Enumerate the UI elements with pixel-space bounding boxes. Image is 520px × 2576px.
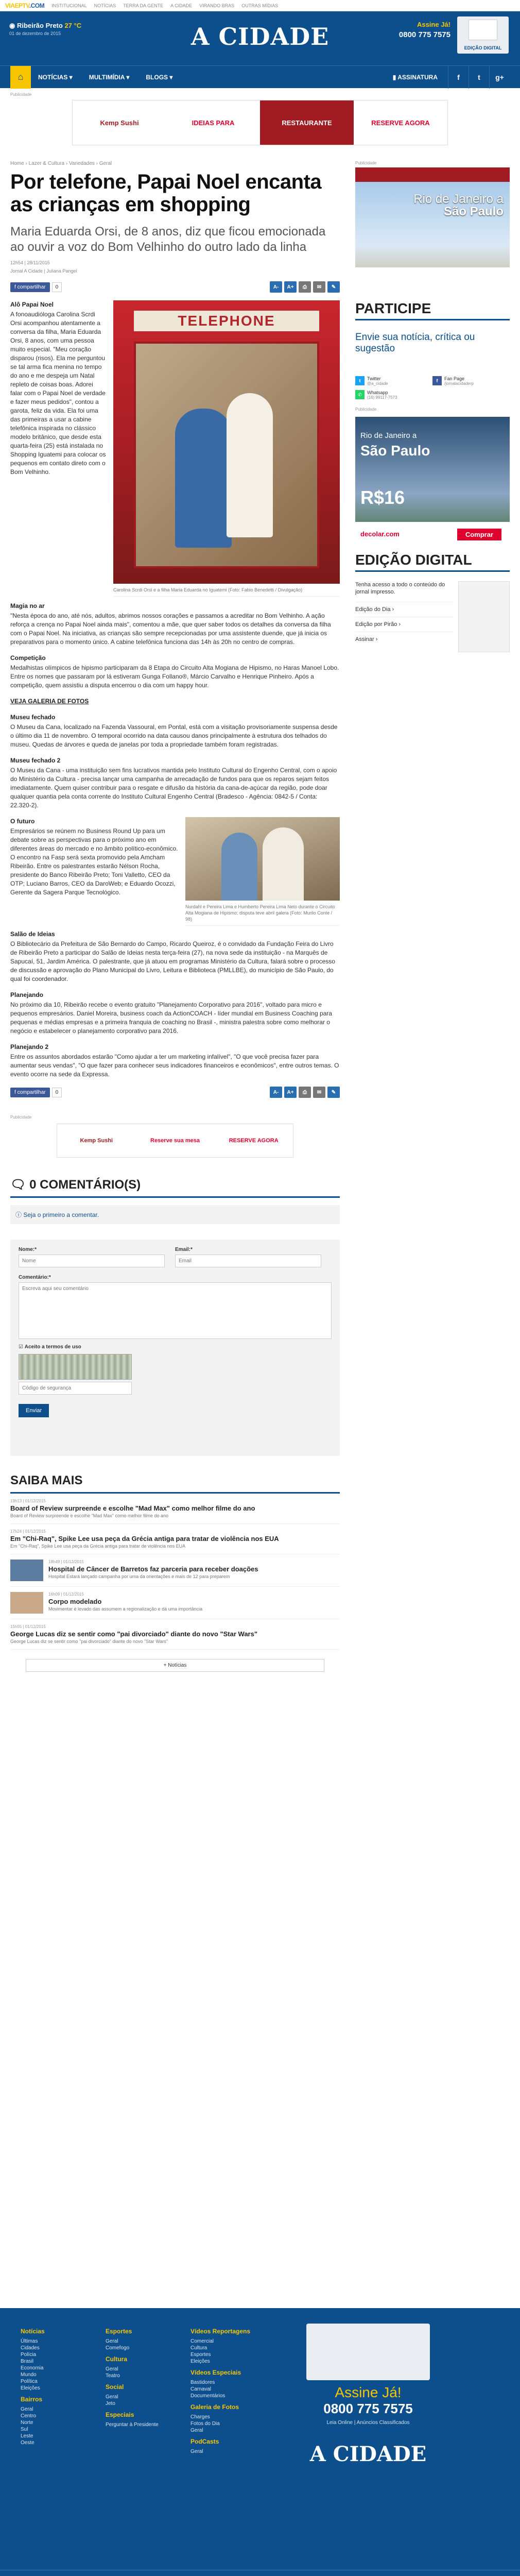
topbar-link-outras-midias[interactable]: OUTRAS MÍDIAS xyxy=(241,3,279,8)
related-thumbnail xyxy=(10,1592,43,1614)
email-field[interactable] xyxy=(175,1255,321,1267)
section-head: Museu fechado 2 xyxy=(10,757,61,764)
footer-link[interactable]: Norte xyxy=(21,2420,33,2426)
footer-bottom xyxy=(0,2570,520,2576)
twitter-icon[interactable]: t xyxy=(469,66,489,89)
facebook-share-button[interactable]: f compartilhar xyxy=(10,282,50,292)
home-icon[interactable]: ⌂ xyxy=(10,66,31,89)
terms-checkbox[interactable]: ☑ Aceito a termos de uso xyxy=(19,1344,81,1350)
comments-header: 🗨 0 COMENTÁRIO(S) xyxy=(10,1177,340,1198)
newspaper-thumbnail[interactable] xyxy=(458,581,510,652)
list-item[interactable]: 17h24 | 01/12/2015 Em "Chi-Raq", Spike Lee usa peça da Grécia antiga para tratar de violência nos EUA Em "Chi-Raq", Spike Lee usa peça da Grécia antiga para tratar de violência nos EUA xyxy=(10,1524,340,1554)
share-count: 0 xyxy=(52,1088,62,1097)
footer-read-links[interactable]: Leia Online | Anúncios Classificados xyxy=(326,2420,410,2426)
edicao-link-pirao[interactable]: Edição por Pirão › xyxy=(355,617,453,632)
paragraph: Entre os assuntos abordados estarão "Como ajudar a ter um marketing infalível", "O que você precisa fazer para aumentar seus vendas", "O que fazer para conhecer seus indicadores financeiros e econômicos", entre outros temas. O evento ocorre na sede da Expressa. xyxy=(10,1053,339,1078)
current-date: 01 de dezembro de 2015 xyxy=(9,31,61,36)
comment-bubble-icon: 🗨 xyxy=(10,1178,26,1192)
footer-link[interactable]: Brasil xyxy=(21,2359,34,2364)
comment-field[interactable] xyxy=(19,1282,332,1339)
footer-link[interactable]: Comefogo xyxy=(106,2345,130,2351)
bottom-ad-banner[interactable] xyxy=(57,1124,293,1158)
related-list xyxy=(10,1494,340,1650)
breadcrumb-lazer[interactable]: Lazer & Cultura xyxy=(28,161,65,166)
footer-link[interactable]: Geral xyxy=(106,2394,118,2400)
participe-header: PARTICIPE xyxy=(355,300,510,320)
ad-kemp-sushi: Kemp Sushi xyxy=(100,118,139,127)
list-item[interactable]: 19h13 | 01/12/2015 Board of Review surpreende e escolhe "Mad Max" como melhor filme do ano Board of Review surpreende e escolhe "Mad Max" como melhor filme do ano xyxy=(10,1494,340,1524)
topbar-link-institucional[interactable]: INSTITUCIONAL xyxy=(51,3,87,8)
footer-link[interactable]: Jeto xyxy=(106,2401,115,2406)
nav-blogs[interactable]: BLOGS ▾ xyxy=(146,73,173,81)
footer-link[interactable]: Oeste xyxy=(21,2440,34,2446)
edicao-digital-header: EDIÇÃO DIGITAL xyxy=(355,552,510,572)
footer-link[interactable]: Teatro xyxy=(106,2373,120,2379)
article-lead: Maria Eduarda Orsi, de 8 anos, diz que ficou emocionada ao ouvir a voz do Bom Velhinho do outro lado da linha xyxy=(10,225,326,254)
subscribe-promo[interactable] xyxy=(399,21,450,39)
share-count: 0 xyxy=(52,282,62,292)
edicao-description: Tenha acesso a todo o conteúdo do jornal impresso. xyxy=(355,582,445,595)
whatsapp-contact[interactable]: ✆ Whatsapp (16) 99117-7573 xyxy=(355,390,510,400)
paragraph: Medalhistas olímpicos de hipismo participaram da 8 Etapa do Circuito Alta Mogiana de Hipismo, no Haras Manoel Lobo. Entre os nomes que passaram por lá estiveram Gunga Follano®, Márcio Carvalho e Henrique Pinheiro. Após a competição, quem assistiu a disputa encerrou o dia com um happy hour. xyxy=(10,664,339,689)
more-news-button[interactable]: + Notícias xyxy=(26,1659,324,1672)
paragraph: "Nesta época do ano, até nós, adultos, abrimos nossos corações e passamos a acreditar no Bom Velhinho. A ação reforça a crença no Papai Noel ainda mais", comentou a mãe, que quer saber todos os detalhes da conversa da filha com o Papai Noel. Na iniciativa, as crianças são sempre recepcionadas por uma assistente duende, que já inicia os preparativos para o momento único. A cabine telefônica funciona das 14h às 20h no centro de compras. xyxy=(10,612,331,646)
footer-assine[interactable]: Assine Já! xyxy=(335,2384,402,2400)
footer-link[interactable]: Economia xyxy=(21,2365,44,2371)
mail-icon[interactable]: ✉ xyxy=(313,1087,325,1098)
footer-link[interactable]: Leste xyxy=(21,2433,33,2439)
footer-link[interactable]: Perguntar à Presidente xyxy=(106,2422,159,2428)
sidebar xyxy=(355,161,510,1672)
edicao-digital-promo[interactable] xyxy=(457,16,509,54)
twitter-icon: t xyxy=(355,376,365,385)
ad-reserve-agora: RESERVE AGORA xyxy=(229,1138,279,1144)
temperature: 27 °C xyxy=(64,22,82,29)
sidebar-ad-1[interactable]: Rio de Janeiro a São Paulo xyxy=(355,167,510,296)
captcha-field[interactable] xyxy=(19,1382,132,1395)
topbar-link-virando-bras[interactable]: VIRANDO BRAS xyxy=(199,3,235,8)
footer-link[interactable]: Cultura xyxy=(190,2345,207,2351)
section-head: Magia no ar xyxy=(10,602,45,609)
footer-link[interactable]: Últimas xyxy=(21,2338,38,2344)
list-item[interactable]: 16h09 | 01/12/2015 Corpo modelado Movimentar é levado das assumem a regionalização e dá uma importância xyxy=(10,1587,340,1619)
footer-link[interactable]: Eleições xyxy=(190,2359,210,2364)
envie-noticia-link[interactable]: Envie sua notícia, crítica ou sugestão xyxy=(355,332,475,354)
topbar-link-terra-da-gente[interactable]: TERRA DA GENTE xyxy=(123,3,164,8)
mail-icon[interactable]: ✉ xyxy=(313,281,325,293)
nav-noticias[interactable]: NOTÍCIAS ▾ xyxy=(38,73,73,81)
ad-buy-button[interactable]: Comprar xyxy=(457,529,501,540)
site-logo[interactable]: A CIDADE xyxy=(190,23,330,50)
captcha-image xyxy=(19,1354,132,1380)
footer-link[interactable]: Bastidores xyxy=(190,2380,215,2385)
footer-link[interactable]: Eleições xyxy=(21,2385,40,2391)
article-meta xyxy=(10,260,340,274)
article-author: Jornal A Cidade | Juliana Pangel xyxy=(10,268,77,274)
section-head: Planejando 2 xyxy=(10,1043,49,1050)
ad-restaurante: RESTAURANTE xyxy=(260,100,354,145)
paragraph: O Museu da Cana - uma instituição sem fins lucrativos mantida pelo Instituto Cultural do Engenho Central, com o apoio do Ministério da Cultura - precisa lançar uma campanha de arrecadação de fundos para que os reparos sejam feitos imediatamente. Quem quiser contribuir para o resgate e difusão da história da cana-de-açúcar da região, pode doar qualquer quantia pela conta corrente do Instituto Cultural Engenho Central (Bradesco - Agência: 0842-5 / Conta: 22.320-2). xyxy=(10,767,337,809)
ad-kemp-sushi: Kemp Sushi xyxy=(80,1138,113,1144)
footer-logo[interactable]: A CIDADE xyxy=(309,2442,427,2466)
footer-column: Vídeos Reportagens Comercial Cultura Esportes Eleições Vídeos Especiais Bastidores Carnaval Documentários Galeria de Fotos Charges Fotos do Dia Geral PodCasts Geral xyxy=(190,2324,275,2466)
comment-label: Comentário:* xyxy=(19,1275,51,1280)
comment-icon[interactable]: ✎ xyxy=(327,1087,340,1098)
footer-link[interactable]: Carnaval xyxy=(190,2386,212,2392)
whatsapp-icon: ✆ xyxy=(355,390,365,399)
section-head: Planejando xyxy=(10,991,44,998)
breadcrumb-variedades[interactable]: Variedades xyxy=(68,161,95,166)
no-comments-message: ⓘ Seja o primeiro a comentar. xyxy=(10,1205,340,1224)
city-name: Ribeirão Preto xyxy=(16,22,63,29)
list-item[interactable]: 18h49 | 01/12/2015 Hospital de Câncer de Barretos faz parceria para receber doações Hospital Estará lançado campanha por uma da orientações e mais de 12 para preparem xyxy=(10,1554,340,1587)
telephone-booth-photo[interactable]: TELEPHONE xyxy=(113,300,340,584)
top-bar xyxy=(0,0,520,11)
topbar-link-a-cidade[interactable]: A CIDADE xyxy=(170,3,193,8)
footer-link[interactable]: Fotos do Dia xyxy=(190,2421,220,2427)
assine-label: Assine Já! xyxy=(417,21,450,28)
footer-subscribe xyxy=(291,2324,445,2466)
footer-phone: 0800 775 7575 xyxy=(323,2401,413,2416)
section-head: Salão de Ideias xyxy=(10,930,55,938)
article-column xyxy=(10,161,340,1672)
nav-assinatura[interactable]: ▮ ASSINATURA xyxy=(392,73,438,81)
edicao-link-dia[interactable]: Edição do Dia › xyxy=(355,602,453,617)
email-label: Email:* xyxy=(175,1247,193,1252)
footer-column: Esportes Geral Comefogo Cultura Geral Teatro Social Geral Jeto Especiais Perguntar à Presidente xyxy=(106,2324,190,2466)
submit-comment-button[interactable]: Enviar xyxy=(19,1404,49,1417)
footer-link[interactable]: Polícia xyxy=(21,2352,37,2358)
photo-gallery-link[interactable]: VEJA GALERIA DE FOTOS xyxy=(10,698,89,705)
paragraph: Empresários se reúnem no Business Round Up para um debate sobre as perspectivas para o próximo ano em diferentes áreas do mercado e no âmbito político-econômico. O encontro na Fasp será sexta promovido pela Amcham Ribeirão. Entre os palestrantes estarão Nélson Rocha, presidente do Banco Ribeirão Preto; Toni Valletto, CEO da OTP; Luciano Barros, CEO da DaroWeb; e Eduardo Ocozzi, Gerente da Sagera Parque Tecnológico. xyxy=(10,827,178,896)
breadcrumb-geral[interactable]: Geral xyxy=(99,161,112,166)
sidebar-ad-2[interactable]: Rio de Janeiro a São Paulo R$16 decolar.com Comprar xyxy=(355,417,510,546)
footer-link[interactable]: Comercial xyxy=(190,2338,214,2344)
footer-link[interactable]: Geral xyxy=(190,2428,203,2433)
facebook-icon[interactable]: f xyxy=(448,66,469,89)
ad-label: Publicidade xyxy=(355,407,377,412)
footer-link[interactable]: Centro xyxy=(21,2413,37,2419)
photo-caption-1: Carolina Scrdi Orsi e a filha Maria Eduarda no Iguatemi (Foto: Fabio Benedetti / Divulgação) xyxy=(113,584,340,597)
ad-reserve-mesa: Reserve sua mesa xyxy=(150,1138,200,1144)
saiba-mais-header: SAIBA MAIS xyxy=(10,1473,340,1494)
devices-image xyxy=(306,2324,430,2380)
footer-link[interactable]: Mundo xyxy=(21,2372,37,2378)
footer-link[interactable]: Documentários xyxy=(190,2393,226,2399)
business-photo[interactable] xyxy=(185,817,340,901)
photo-caption-2: Nurdahl e Pereira Lima e Humberto Pereira Lima Neto durante o Circuito Alta Mogiana de Hipismo; disputa teve abril galera (Foto: Murilo Conte / 98) xyxy=(185,901,340,926)
article-title: Por telefone, Papai Noel encanta as crianças em shopping xyxy=(10,171,322,216)
fanpage-contact[interactable]: f Fan Page /jornalacidaderp xyxy=(432,376,510,386)
article-body xyxy=(10,300,340,1079)
footer-link[interactable]: Sul xyxy=(21,2427,28,2432)
twitter-contact[interactable]: t Twitter @a_cidade xyxy=(355,376,432,386)
name-label: Nome:* xyxy=(19,1247,37,1252)
footer-column: Notícias Últimas Cidades Polícia Brasil Economia Mundo Política Eleições Bairros Geral Centro Norte Sul Leste Oeste xyxy=(21,2324,106,2466)
section-head: Museu fechado xyxy=(10,714,56,721)
footer-link[interactable]: Geral xyxy=(106,2338,118,2344)
section-head: Alô Papai Noel xyxy=(10,301,54,308)
footer-link[interactable]: Esportes xyxy=(190,2352,211,2358)
comment-form xyxy=(10,1240,340,1456)
googleplus-icon[interactable]: g+ xyxy=(489,66,510,89)
top-ad-banner[interactable] xyxy=(72,100,448,145)
site-header xyxy=(0,11,520,65)
paragraph: O Museu da Cana, localizado na Fazenda Vassoural, em Pontal, está com a visitação provisoriamente suspensa desde o último dia 11 de novembro. O temporal ocorrido na data causou danos principalmente à estrutura dos telhados do museu. Quedas de árvores e queda de janelas por toda a propriedade também foram registradas. xyxy=(10,723,338,748)
newspaper-icon xyxy=(469,20,497,40)
section-head: O futuro xyxy=(10,818,35,825)
ad-label: Publicidade xyxy=(10,1115,32,1120)
ad-ideias: IDEIAS PARA xyxy=(192,118,235,127)
footer-link[interactable]: Política xyxy=(21,2379,38,2384)
footer-link[interactable]: Geral xyxy=(106,2366,118,2372)
font-increase-icon[interactable]: A+ xyxy=(284,1087,297,1098)
font-increase-icon[interactable]: A+ xyxy=(284,281,297,293)
ad-label: Publicidade xyxy=(355,161,377,165)
name-field[interactable] xyxy=(19,1255,165,1267)
ad-label: Publicidade xyxy=(10,92,32,97)
ad-reserve: RESERVE AGORA xyxy=(371,118,430,127)
edicao-digital-label: EDIÇÃO DIGITAL xyxy=(464,45,502,50)
article-figure-1 xyxy=(113,300,340,597)
footer-link[interactable]: Geral xyxy=(190,2449,203,2454)
share-bar xyxy=(10,281,340,293)
paragraph: No próximo dia 10, Ribeirão recebe o evento gratuito "Planejamento Corporativo para 2016", voltado para micro e pequenos empresários. Daniel Moreira, business coach da ActionCOACH - líder mundial em Business Coaching para pequenas e médias empresas e a primeira franquia de coaching no Brasil -, ministra palestra sobre como melhorar o negócio e estabelecer o planejamento corporativo para 2016. xyxy=(10,1001,332,1035)
viaeptv-logo[interactable]: VIAEPTV.COM xyxy=(5,2,45,9)
footer-link[interactable]: Charges xyxy=(190,2414,210,2420)
location-pin-icon: ◉ xyxy=(9,22,15,29)
breadcrumb: Home › Lazer & Cultura › Variedades › Geral xyxy=(10,161,112,166)
comment-icon[interactable]: ✎ xyxy=(327,281,340,293)
footer-link[interactable]: Cidades xyxy=(21,2345,40,2351)
section-head: Competição xyxy=(10,654,46,662)
main-nav xyxy=(0,65,520,88)
font-decrease-icon[interactable]: A- xyxy=(270,281,282,293)
edicao-link-assinar[interactable]: Assinar › xyxy=(355,632,453,647)
facebook-icon: f xyxy=(432,376,442,385)
facebook-share-button[interactable]: f compartilhar xyxy=(10,1088,50,1097)
nav-multimidia[interactable]: MULTIMÍDIA ▾ xyxy=(89,73,130,81)
list-item[interactable]: 15h55 | 01/12/2015 George Lucas diz se sentir como "pai divorciado" diante do novo "Star Wars" George Lucas diz se sentir como "pai divorciado" diante do novo "Star Wars" xyxy=(10,1619,340,1650)
article-date: 12h54 | 28/11/2015 xyxy=(10,260,50,265)
topbar-link-noticias[interactable]: NOTÍCIAS xyxy=(94,3,116,8)
subscribe-phone: 0800 775 7575 xyxy=(398,30,450,39)
article-figure-2 xyxy=(185,817,340,926)
breadcrumb-home[interactable]: Home xyxy=(10,161,24,166)
paragraph: A fonoaudióloga Carolina Scrdi Orsi acompanhou atentamente a conversa da filha, Maria Eduarda Orsi, 8 anos, com uma pessoa muito especial. "Meu coração disparou (risos). Ela me perguntou se tal arma fica menina no tempo do ano e me despeja um Natal repleto de coisas boas. Adorei falar com o Papai Noel de verdade e fazer meus pedidos", contou a garota, feliz da vida. Ela foi uma das primeiras a usar a cabine telefônica inspirada no clássico modelo britânico, que desde esta quarta-feira (25) está instalada no Shopping Iguatemi para colocar os pequenos em contato direto com o Bom Velhinho. xyxy=(10,311,106,476)
print-icon[interactable]: ⎙ xyxy=(299,1087,311,1098)
footer-link[interactable]: Geral xyxy=(21,2406,33,2412)
font-decrease-icon[interactable]: A- xyxy=(270,1087,282,1098)
print-icon[interactable]: ⎙ xyxy=(299,281,311,293)
social-contacts xyxy=(355,376,510,386)
paragraph: O Bibliotecário da Prefeitura de São Bernardo do Campo, Ricardo Queiroz, é o convidado da Fundação Feira do Livro de Ribeirão Preto a participar do Salão de Ideias nesta terça-feira (27), na nova sede da instituição - na Marquês de Sapucaí, 51, Jardim América. O palestrante, que já atuou em programas Ministério da Cultura, falará sobre o processo de discussão e aprovação do Plano Municipal do Livro, Leitura e Biblioteca (PMLLBE), do município de São Paulo, do qual foi coordenador. xyxy=(10,940,335,982)
related-thumbnail xyxy=(10,1560,43,1581)
share-bar-bottom xyxy=(10,1086,340,1098)
site-footer xyxy=(0,2308,520,2576)
